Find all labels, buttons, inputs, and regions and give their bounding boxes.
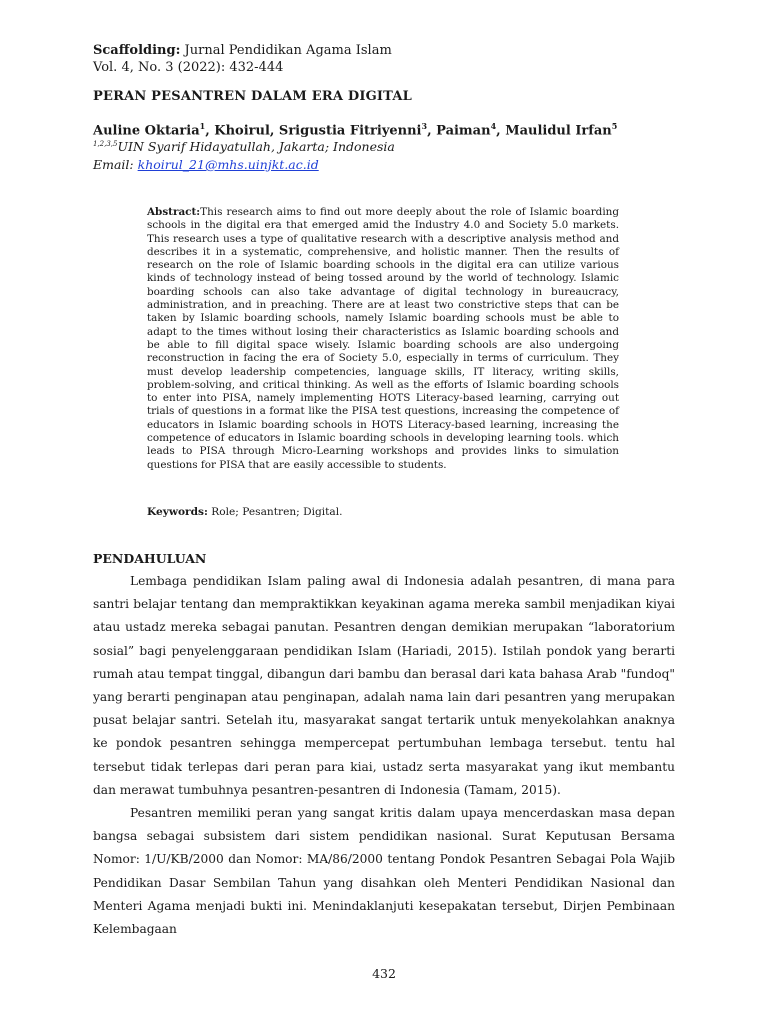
keywords bbox=[147, 506, 342, 518]
author-name: Khoirul, Srigustia Fitriyenni bbox=[214, 123, 422, 139]
abstract-block bbox=[147, 206, 619, 472]
body-text bbox=[93, 570, 675, 941]
keywords-label: Keywords: bbox=[147, 506, 208, 518]
author-superscript: 4 bbox=[490, 121, 497, 131]
author-email: Email: khoirul_21@mhs.uinjkt.ac.id bbox=[93, 157, 319, 172]
journal-name: Scaffolding: Jurnal Pendidikan Agama Islam bbox=[93, 43, 392, 58]
abstract-label: Abstract: bbox=[147, 206, 201, 218]
author-name: Auline Oktaria bbox=[93, 123, 200, 139]
journal-header bbox=[93, 42, 392, 76]
body-paragraph: Pesantren memiliki peran yang sangat kritis dalam upaya mencerdaskan masa depan bangsa sebagai subsistem dari sistem pendidikan nasional. Surat Keputusan Bersama Nomor: 1/U/KB/2000 dan Nomor: MA/86/2000 tentang Pondok Pesantren Sebagai Pola Wajib Pendidikan Dasar Sembilan Tahun yang disahkan oleh Menteri Pendidikan Nasional dan Menteri Agama menjadi bukti ini. Menindaklanjuti kesepakatan tersebut, Dirjen Pembinaan Kelembagaan bbox=[93, 806, 675, 937]
author-name: Paiman bbox=[436, 123, 491, 139]
keywords-text: Role; Pesantren; Digital. bbox=[211, 506, 343, 518]
author-superscript: 5 bbox=[611, 121, 618, 131]
affiliation: $^{1,2,3,5}$UIN Syarif Hidayatullah, Jakarta; Indonesia bbox=[93, 139, 395, 154]
abstract-text: This research aims to find out more deeply about the role of Islamic boarding schools in the digital era that emerged amid the Industry 4.0 and Society 5.0 markets. This research uses a type of qualitative research with a descriptive analysis method and describes it in a systematic, comprehensive, and holistic manner. Then the results of research on the role of Islamic boarding schools in the digital era can utilize various kinds of technology instead of being tossed around by the world of technology. Islamic boarding schools can also take advantage of digital technology in bureaucracy, administration, and in preaching. There are at least two constrictive steps that can be taken by Islamic boarding schools, namely Islamic boarding schools must be able to adapt to the times without losing their characteristics as Islamic boarding schools and be able to fill digital space wisely. Islamic boarding schools are also undergoing reconstruction in facing the era of Society 5.0, especially in terms of curriculum. They must develop leadership competencies, language skills, IT literacy, writing skills, problem-solving, and critical thinking. As well as the efforts of Islamic boarding schools to enter into PISA, namely implementing HOTS Literacy-based learning, carrying out trials of questions in a format like the PISA test questions, increasing the competence of educators in Islamic boarding schools in HOTS Literacy-based learning, increasing the competence of educators in Islamic boarding schools in developing learning tools. which leads to PISA through Micro-Learning workshops and provides links to simulation questions for PISA that are easily accessible to students. bbox=[147, 206, 619, 471]
author-superscript: 1 bbox=[199, 121, 206, 131]
article-title: PERAN PESANTREN DALAM ERA DIGITAL bbox=[93, 89, 412, 104]
section-heading: PENDAHULUAN bbox=[93, 551, 207, 566]
journal-volume: Vol. 4, No. 3 (2022): 432-444 bbox=[93, 60, 284, 75]
body-paragraph: Lembaga pendidikan Islam paling awal di Indonesia adalah pesantren, di mana para santri belajar tentang dan mempraktikkan keyakinan agama mereka sambil menjadikan kiyai atau ustadz mereka sebagai panutan. Pesantren dengan demikian merupakan “laboratorium sosial” bagi penyelenggaraan pendidikan Islam (Hariadi, 2015). Istilah pondok yang berarti rumah atau tempat tinggal, dibangun dari bambu dan berasal dari kata bahasa Arab "fundoq" yang berarti penginapan atau penginapan, adalah nama lain dari pesantren yang merupakan pusat belajar santri. Setelah itu, masyarakat sangat tertarik untuk menyekolahkan anaknya ke pondok pesantren sehingga mempercepat pertumbuhan lembaga tersebut. tentu hal tersebut tidak terlepas dari peran para kiai, ustadz serta masyarakat yang ikut membantu dan merawat tumbuhnya pesantren-pesantren di Indonesia (Tamam, 2015). bbox=[93, 574, 675, 797]
affiliation-superscript: 1,2,3,5 bbox=[93, 139, 118, 148]
author-list: Auline Oktaria$^1$, Khoirul, Srigustia Fitriyenni$^3$, Paiman$^4$, Maulidul Irfan$^5$ bbox=[93, 121, 618, 139]
email-link[interactable]: khoirul_21@mhs.uinjkt.ac.id bbox=[137, 157, 319, 172]
author-name: Maulidul Irfan bbox=[505, 123, 612, 139]
page-number: 432 bbox=[372, 966, 396, 981]
author-superscript: 3 bbox=[421, 121, 428, 131]
